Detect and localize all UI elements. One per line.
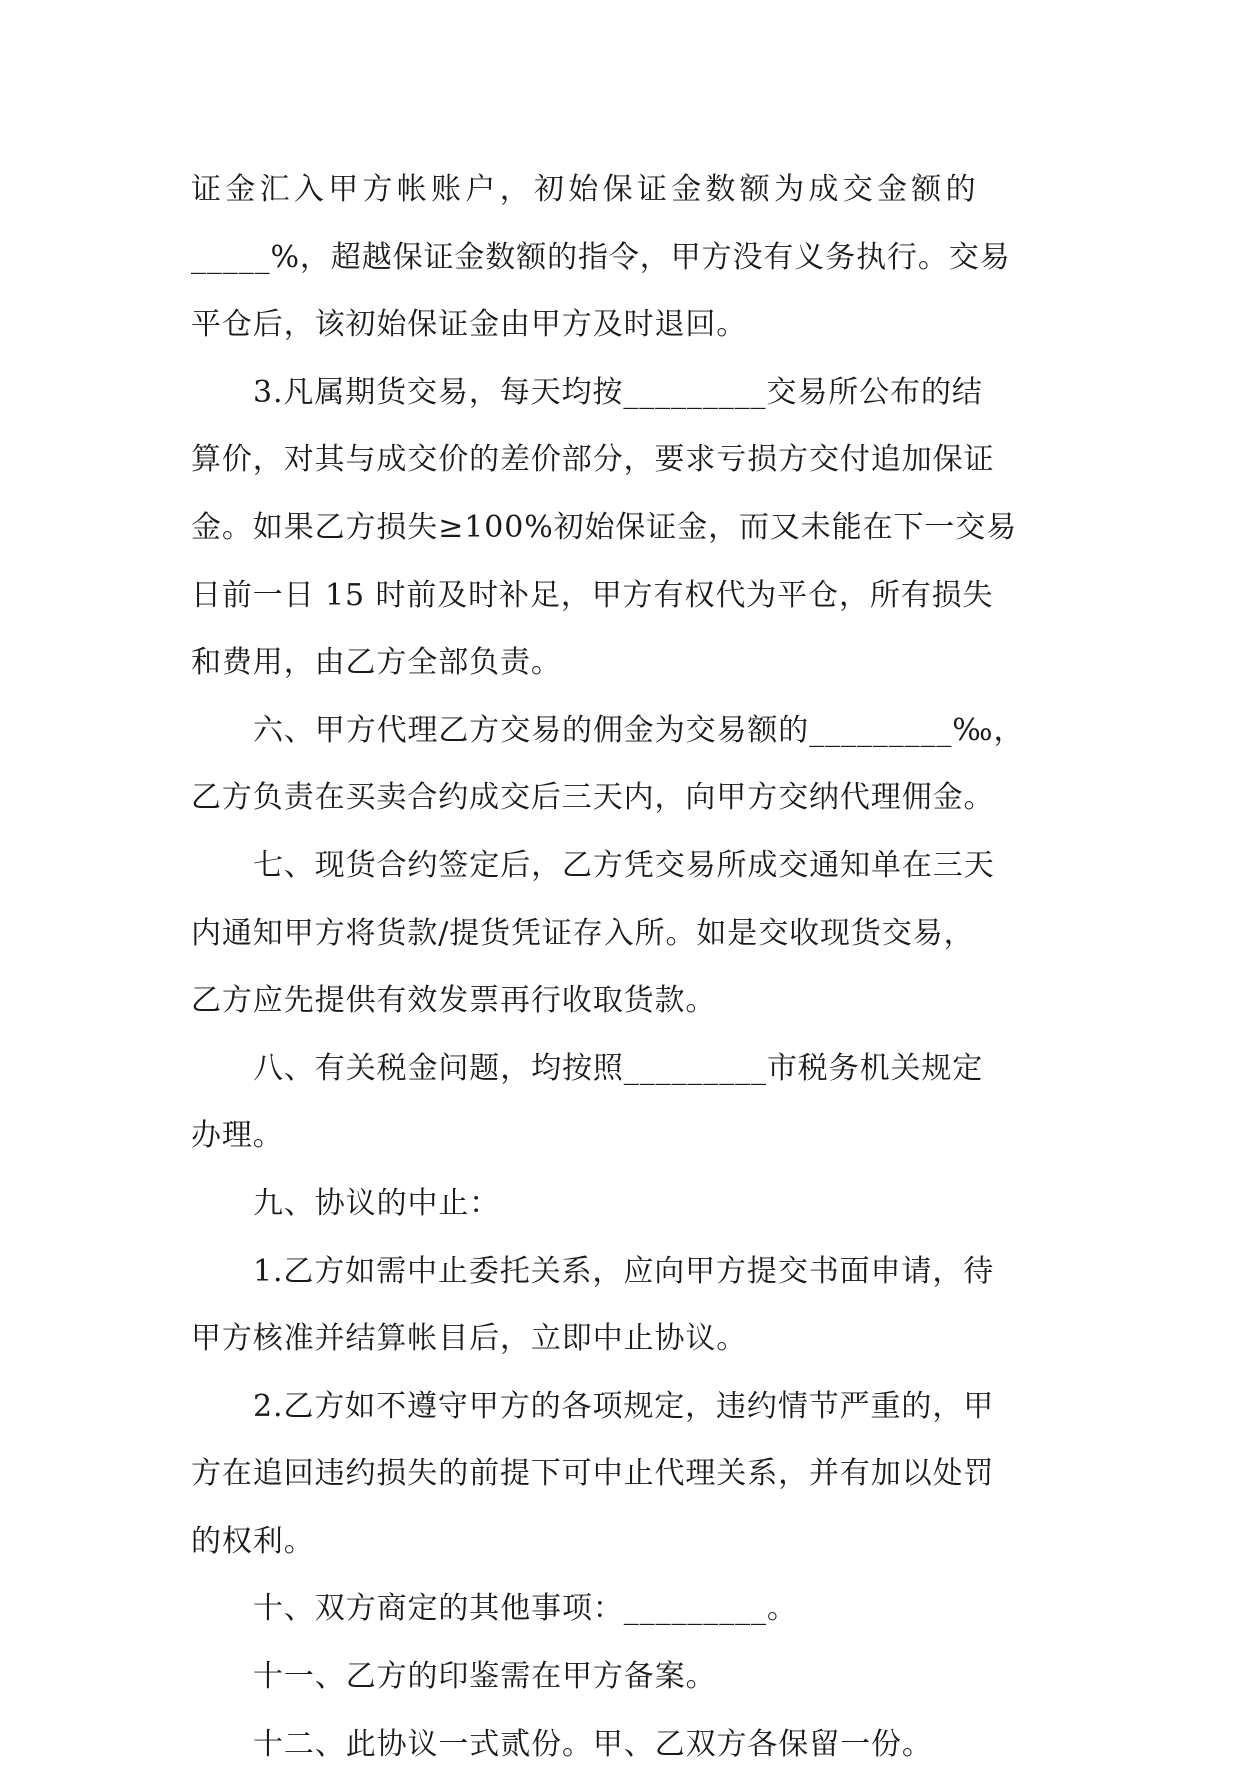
text-line: 日前一日 15 时前及时补足，甲方有权代为平仓，所有损失: [191, 577, 994, 613]
text-line: _____%，超越保证金数额的指令，甲方没有义务执行。交易: [191, 239, 1011, 275]
text-line: 1.乙方如需中止委托关系，应向甲方提交书面申请，待: [253, 1253, 995, 1289]
text-line: 算价，对其与成交价的差价部分，要求亏损方交付追加保证: [191, 442, 995, 478]
text-line: 金。如果乙方损失≥100%初始保证金，而又未能在下一交易: [191, 509, 1018, 545]
text-line: 平仓后，该初始保证金由甲方及时退回。: [191, 307, 748, 343]
text-line: 和费用，由乙方全部负责。: [191, 645, 562, 681]
text-line: 十二、此协议一式贰份。甲、乙双方各保留一份。: [253, 1726, 933, 1762]
text-line: 六、甲方代理乙方交易的佣金为交易额的_________‰，: [253, 712, 1025, 748]
text-line: 甲方核准并结算帐目后，立即中止协议。: [191, 1321, 748, 1357]
text-line: 七、现货合约签定后，乙方凭交易所成交通知单在三天: [253, 847, 995, 883]
text-line: 办理。: [191, 1118, 284, 1154]
text-line: 3.凡属期货交易，每天均按_________交易所公布的结: [253, 374, 983, 410]
text-line: 九、协议的中止：: [253, 1185, 501, 1221]
text-line: 方在追回违约损失的前提下可中止代理关系，并有加以处罚: [191, 1456, 995, 1492]
text-line: 八、有关税金问题，均按照_________市税务机关规定: [253, 1050, 984, 1086]
document-body: [191, 156, 1053, 1778]
text-line: 十一、乙方的印鉴需在甲方备案。: [253, 1659, 717, 1695]
text-line: 证金汇入甲方帐账户，初始保证金数额为成交金额的: [191, 172, 980, 207]
text-line: 乙方负责在买卖合约成交后三天内，向甲方交纳代理佣金。: [191, 780, 995, 816]
text-line: 内通知甲方将货款/提货凭证存入所。如是交收现货交易，: [191, 915, 975, 951]
text-line: 2.乙方如不遵守甲方的各项规定，违约情节严重的，甲: [253, 1388, 995, 1424]
text-line: 乙方应先提供有效发票再行收取货款。: [191, 983, 717, 1019]
text-line: 的权利。: [191, 1523, 315, 1559]
text-line: 十、双方商定的其他事项：_________。: [253, 1591, 798, 1627]
